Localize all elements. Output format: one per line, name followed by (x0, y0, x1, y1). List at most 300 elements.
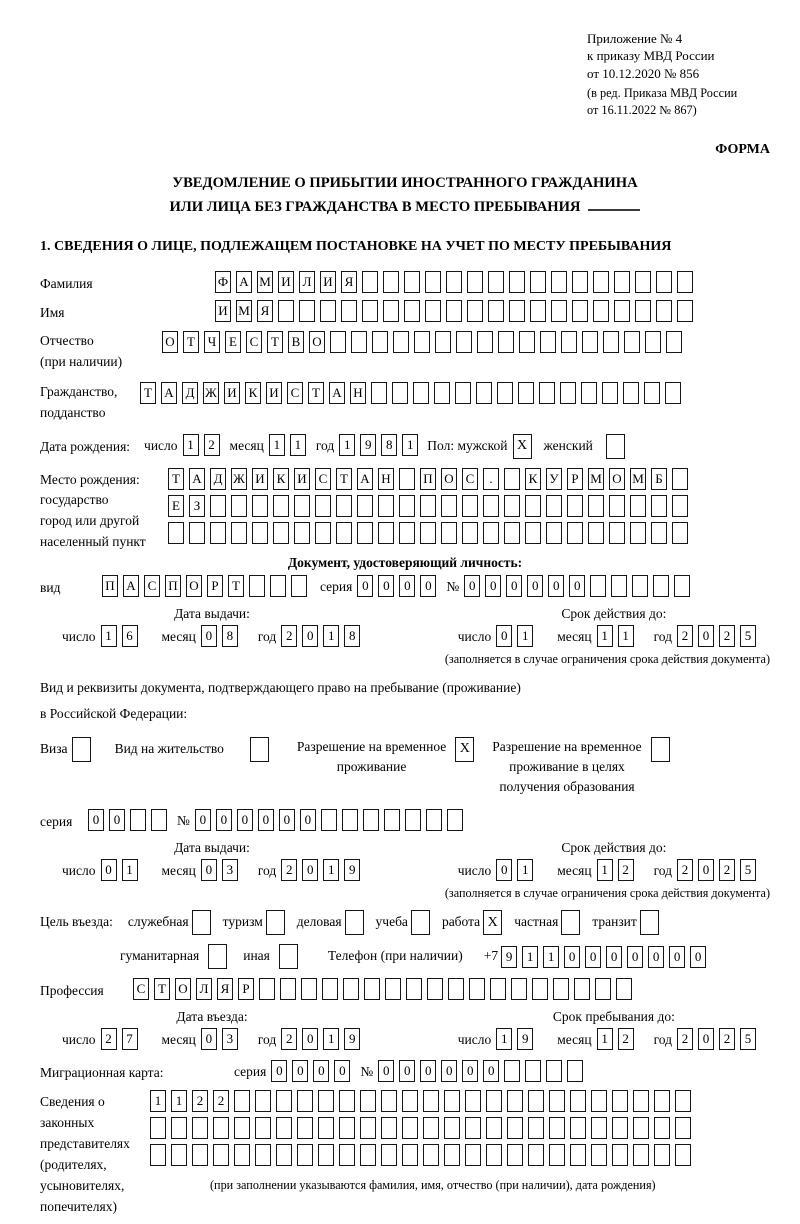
migration-number-field[interactable] (378, 1060, 583, 1082)
char-cell (294, 522, 310, 544)
surname-field[interactable] (215, 271, 693, 293)
doc-valid-day[interactable] (496, 625, 533, 647)
char-cell: М (630, 468, 646, 490)
char-cell (632, 575, 648, 597)
char-cell (399, 468, 415, 490)
char-cell: М (257, 271, 273, 293)
representatives-line2[interactable] (150, 1117, 691, 1139)
char-cell (462, 522, 478, 544)
char-cell: 0 (496, 859, 512, 881)
char-cell (623, 382, 639, 404)
doc-issue-year[interactable] (281, 625, 360, 647)
char-cell (467, 300, 483, 322)
patronymic-label: Отчество (при наличии) (40, 332, 123, 369)
char-cell: 2 (677, 625, 693, 647)
char-cell (504, 495, 520, 517)
purpose-private-checkbox[interactable] (561, 910, 580, 935)
visa-checkbox[interactable] (72, 737, 91, 762)
purpose-private-label: частная (514, 914, 559, 930)
migration-series-field[interactable] (271, 1060, 350, 1082)
char-cell (462, 495, 478, 517)
month-word: месяц (161, 629, 196, 645)
char-cell (525, 522, 541, 544)
char-cell: 2 (719, 1028, 735, 1050)
char-cell: 9 (344, 1028, 360, 1050)
birth-day-field[interactable] (183, 434, 220, 456)
char-cell (266, 910, 285, 935)
char-cell: 0 (669, 946, 685, 968)
char-cell (351, 331, 367, 353)
char-cell: М (236, 300, 252, 322)
char-cell (614, 300, 630, 322)
purpose-official-label: служебная (127, 914, 189, 930)
char-cell: 1 (150, 1090, 166, 1112)
char-cell (498, 331, 514, 353)
char-cell (509, 271, 525, 293)
char-cell: О (186, 575, 202, 597)
char-cell (192, 1117, 208, 1139)
char-cell (330, 331, 346, 353)
char-cell (630, 495, 646, 517)
section1-heading: 1. СВЕДЕНИЯ О ЛИЦЕ, ПОДЛЕЖАЩЕМ ПОСТАНОВКЕ НА УЧЕТ ПО МЕСТУ ПРЕБЫВАНИЯ (40, 238, 672, 254)
char-cell: 0 (606, 946, 622, 968)
char-cell: 0 (483, 1060, 499, 1082)
representatives-fields (150, 1090, 691, 1193)
char-cell (654, 1117, 670, 1139)
char-cell (633, 1117, 649, 1139)
char-cell: 5 (740, 625, 756, 647)
char-cell: 1 (323, 625, 339, 647)
char-cell (278, 300, 294, 322)
char-cell (259, 978, 275, 1000)
citizenship-field[interactable] (140, 382, 681, 404)
birth-date-row (40, 434, 770, 459)
sex-female-label: женский (543, 437, 593, 453)
char-cell: Д (182, 382, 198, 404)
char-cell: 0 (300, 809, 316, 831)
char-cell (279, 944, 298, 969)
char-cell: Ч (204, 331, 220, 353)
char-cell (363, 809, 379, 831)
purpose-humanitarian-label: гуманитарная (120, 948, 200, 964)
char-cell: С (462, 468, 478, 490)
char-cell (447, 809, 463, 831)
permit-number-label: № (177, 813, 190, 829)
doc-number-field[interactable] (464, 575, 690, 597)
temp-residence-label: Разрешение на временное проживание (296, 738, 447, 774)
purpose-official-checkbox[interactable] (192, 910, 211, 935)
profession-label: Профессия (40, 983, 104, 999)
char-cell: Т (140, 382, 156, 404)
char-cell: И (266, 382, 282, 404)
form-title-line1: УВЕДОМЛЕНИЕ О ПРИБЫТИИ ИНОСТРАННОГО ГРАЖДАНИНА (172, 175, 638, 192)
char-cell: 1 (323, 859, 339, 881)
day-word: число (62, 1032, 96, 1048)
name-field[interactable] (215, 300, 693, 322)
char-cell: А (189, 468, 205, 490)
entry-day[interactable] (101, 1028, 138, 1050)
char-cell (385, 978, 401, 1000)
purpose-extra-row (40, 944, 770, 969)
char-cell (488, 300, 504, 322)
char-cell (561, 331, 577, 353)
char-cell: 0 (485, 575, 501, 597)
valid-until-heading: Срок действия до: (561, 606, 667, 622)
char-cell: 9 (360, 434, 376, 456)
day-word: число (62, 863, 96, 879)
char-cell (378, 522, 394, 544)
birth-year-field[interactable] (339, 434, 418, 456)
char-cell (210, 495, 226, 517)
form-title-line2: ИЛИ ЛИЦА БЕЗ ГРАЖДАНСТВА В МЕСТО ПРЕБЫВАНИЯ (40, 196, 770, 219)
name-label: Имя (40, 304, 65, 320)
char-cell (321, 809, 337, 831)
permit-number-field[interactable] (195, 809, 463, 831)
char-cell (488, 271, 504, 293)
birthplace-line1[interactable] (168, 468, 688, 490)
char-cell: 0 (334, 1060, 350, 1082)
char-cell: 0 (627, 946, 643, 968)
representatives-row (40, 1090, 770, 1218)
char-cell (441, 495, 457, 517)
char-cell (504, 522, 520, 544)
char-cell (444, 1117, 460, 1139)
entry-year[interactable] (281, 1028, 360, 1050)
char-cell (357, 522, 373, 544)
char-cell: 2 (677, 1028, 693, 1050)
char-cell (276, 1117, 292, 1139)
char-cell (291, 575, 307, 597)
doc-issue-day[interactable] (101, 625, 138, 647)
char-cell (255, 1090, 271, 1112)
char-cell: 0 (216, 809, 232, 831)
char-cell: С (133, 978, 149, 1000)
char-cell: 1 (171, 1090, 187, 1112)
char-cell (423, 1117, 439, 1139)
char-cell: 0 (648, 946, 664, 968)
char-cell (530, 300, 546, 322)
char-cell: 1 (323, 1028, 339, 1050)
entry-dates-row (40, 1009, 770, 1050)
char-cell (574, 978, 590, 1000)
char-cell (624, 331, 640, 353)
char-cell: 0 (564, 946, 580, 968)
char-cell: 2 (204, 434, 220, 456)
validity-note: (заполняется в случае ограничения срока действия документа) (444, 652, 770, 667)
doc-valid-month[interactable] (597, 625, 634, 647)
doc-type-field[interactable] (102, 575, 307, 597)
profession-field[interactable] (133, 978, 632, 1000)
residence-permit-checkbox[interactable] (250, 737, 269, 762)
char-cell (567, 522, 583, 544)
issue-date-heading: Дата выдачи: (174, 840, 250, 856)
char-cell (551, 271, 567, 293)
permit-issue-day[interactable] (101, 859, 138, 881)
appendix-line: от 10.12.2020 № 856 (587, 65, 700, 81)
char-cell: 0 (109, 809, 125, 831)
char-cell: Т (336, 468, 352, 490)
char-cell: Д (210, 468, 226, 490)
char-cell: 0 (464, 575, 480, 597)
char-cell (392, 382, 408, 404)
char-cell: О (175, 978, 191, 1000)
char-cell (425, 300, 441, 322)
char-cell (656, 271, 672, 293)
char-cell (630, 522, 646, 544)
char-cell: 1 (496, 1028, 512, 1050)
char-cell: 0 (279, 809, 295, 831)
char-cell (551, 300, 567, 322)
purpose-business-label: деловая (296, 914, 342, 930)
char-cell (448, 978, 464, 1000)
char-cell (651, 737, 670, 762)
doc-valid-year[interactable] (677, 625, 756, 647)
char-cell (507, 1090, 523, 1112)
temp-residence-edu-checkbox[interactable] (651, 737, 670, 762)
birthplace-row (40, 468, 770, 554)
sex-male-label: Пол: мужской (427, 437, 508, 453)
surname-label: Фамилия (40, 275, 93, 291)
permit-issue-date-group (40, 840, 420, 881)
purpose-tourism-label: туризм (222, 914, 263, 930)
purpose-humanitarian-checkbox[interactable] (208, 944, 227, 969)
entry-month[interactable] (201, 1028, 238, 1050)
representatives-label: Сведения о законных представителях (родителях, усыновителях, попечителях) (40, 1094, 130, 1214)
month-word: месяц (557, 629, 592, 645)
char-cell (322, 978, 338, 1000)
char-cell (383, 300, 399, 322)
char-cell (441, 522, 457, 544)
doc-type-label: вид (40, 580, 61, 596)
char-cell (609, 495, 625, 517)
residence-permit-label: Вид на жительство (114, 740, 224, 756)
char-cell: 1 (290, 434, 306, 456)
char-cell (486, 1090, 502, 1112)
patronymic-field[interactable] (162, 331, 682, 353)
char-cell (593, 271, 609, 293)
char-cell: 1 (597, 1028, 613, 1050)
char-cell: X (455, 737, 474, 762)
year-word: год (315, 437, 335, 453)
char-cell: 0 (399, 1060, 415, 1082)
char-cell (339, 1117, 355, 1139)
purpose-transit-label: транзит (592, 914, 637, 930)
year-word: год (653, 629, 672, 645)
temp-residence-edu-label: Разрешение на временное проживание в целях получения образования (492, 738, 642, 794)
char-cell (570, 1117, 586, 1139)
char-cell (519, 331, 535, 353)
char-cell: О (309, 331, 325, 353)
char-cell (674, 575, 690, 597)
entry-date-heading: Дата въезда: (176, 1009, 248, 1025)
char-cell (602, 382, 618, 404)
char-cell (588, 522, 604, 544)
year-word: год (653, 863, 672, 879)
char-cell (654, 1090, 670, 1112)
phone-field[interactable] (501, 946, 706, 968)
char-cell (360, 1117, 376, 1139)
char-cell: 1 (339, 434, 355, 456)
forma-label: ФОРМА (715, 142, 770, 158)
char-cell (426, 809, 442, 831)
purpose-business-checkbox[interactable] (345, 910, 364, 935)
char-cell: 9 (501, 946, 517, 968)
permit-valid-day[interactable] (496, 859, 533, 881)
permit-valid-until-group (420, 840, 770, 881)
char-cell (666, 331, 682, 353)
char-cell (299, 300, 315, 322)
char-cell (490, 978, 506, 1000)
char-cell (270, 575, 286, 597)
representatives-line1[interactable] (150, 1090, 691, 1112)
birthplace-line3[interactable] (168, 522, 688, 544)
char-cell (231, 522, 247, 544)
char-cell: 0 (201, 859, 217, 881)
char-cell (192, 910, 211, 935)
char-cell: Н (378, 468, 394, 490)
char-cell (315, 522, 331, 544)
char-cell (546, 495, 562, 517)
month-word: месяц (557, 863, 592, 879)
doc-issue-month[interactable] (201, 625, 238, 647)
stay-year[interactable] (677, 1028, 756, 1050)
purpose-work-checkbox[interactable] (483, 910, 502, 935)
char-cell: 0 (698, 625, 714, 647)
patronymic-row (40, 329, 770, 373)
char-cell: Б (651, 468, 667, 490)
birth-month-field[interactable] (269, 434, 306, 456)
char-cell: Т (228, 575, 244, 597)
char-cell (653, 575, 669, 597)
char-cell: 0 (302, 859, 318, 881)
char-cell (582, 331, 598, 353)
char-cell (672, 522, 688, 544)
purpose-other-checkbox[interactable] (279, 944, 298, 969)
stay-month[interactable] (597, 1028, 634, 1050)
sex-male-checkbox[interactable] (513, 434, 532, 459)
char-cell (420, 522, 436, 544)
char-cell: К (245, 382, 261, 404)
purpose-tourism-checkbox[interactable] (266, 910, 285, 935)
sex-female-checkbox[interactable] (606, 434, 625, 459)
title-blank-line (588, 199, 640, 211)
purpose-label: Цель въезда: (40, 914, 113, 930)
char-cell (171, 1117, 187, 1139)
doc-series-field[interactable] (357, 575, 436, 597)
char-cell (651, 495, 667, 517)
name-row (40, 300, 770, 322)
char-cell (414, 331, 430, 353)
char-cell: 7 (122, 1028, 138, 1050)
char-cell (168, 522, 184, 544)
temp-residence-checkbox[interactable] (455, 737, 474, 762)
stay-day[interactable] (496, 1028, 533, 1050)
char-cell (372, 331, 388, 353)
char-cell: 2 (281, 625, 297, 647)
char-cell: 2 (677, 859, 693, 881)
char-cell (393, 331, 409, 353)
char-cell: 0 (101, 859, 117, 881)
char-cell: 2 (719, 625, 735, 647)
char-cell (130, 809, 146, 831)
char-cell: О (609, 468, 625, 490)
char-cell: 1 (183, 434, 199, 456)
char-cell (72, 737, 91, 762)
appendix-header (587, 30, 770, 118)
permit-series-field[interactable] (88, 809, 167, 831)
char-cell: 0 (420, 575, 436, 597)
permit-valid-month[interactable] (597, 859, 634, 881)
char-cell (404, 300, 420, 322)
char-cell: 2 (281, 1028, 297, 1050)
permit-issue-month[interactable] (201, 859, 238, 881)
year-word: год (653, 1032, 672, 1048)
purpose-transit-checkbox[interactable] (640, 910, 659, 935)
char-cell: А (329, 382, 345, 404)
representatives-note: (при заполнении указываются фамилия, имя, отчество (при наличии), дата рождения) (210, 1178, 656, 1193)
char-cell (635, 271, 651, 293)
char-cell (336, 522, 352, 544)
char-cell (476, 382, 492, 404)
char-cell (640, 910, 659, 935)
valid-until-heading: Срок действия до: (561, 840, 667, 856)
char-cell (675, 1090, 691, 1112)
char-cell (633, 1090, 649, 1112)
phone-prefix: +7 (483, 948, 499, 964)
char-cell (411, 910, 430, 935)
char-cell: Т (168, 468, 184, 490)
stay-until-heading: Срок пребывания до: (552, 1009, 675, 1025)
purpose-study-checkbox[interactable] (411, 910, 430, 935)
char-cell: 0 (292, 1060, 308, 1082)
appendix-line: от 16.11.2022 № 867) (587, 102, 697, 117)
permit-issue-year[interactable] (281, 859, 360, 881)
char-cell: Л (196, 978, 212, 1000)
char-cell (383, 271, 399, 293)
char-cell: Т (308, 382, 324, 404)
char-cell: 0 (698, 1028, 714, 1050)
char-cell (483, 495, 499, 517)
birthplace-line2[interactable] (168, 495, 688, 517)
char-cell: 0 (237, 809, 253, 831)
char-cell: И (320, 271, 336, 293)
char-cell (378, 495, 394, 517)
char-cell (612, 1117, 628, 1139)
char-cell (553, 978, 569, 1000)
permit-series-row (40, 809, 770, 831)
char-cell (297, 1090, 313, 1112)
month-word: месяц (161, 863, 196, 879)
migration-card-row (40, 1060, 770, 1082)
birth-date-label: Дата рождения: (40, 438, 131, 454)
char-cell (616, 978, 632, 1000)
char-cell (234, 1117, 250, 1139)
char-cell: X (513, 434, 532, 459)
char-cell (273, 495, 289, 517)
doc-dates-row (40, 606, 770, 647)
char-cell (567, 495, 583, 517)
char-cell (364, 978, 380, 1000)
char-cell (384, 809, 400, 831)
char-cell (530, 271, 546, 293)
char-cell (612, 1090, 628, 1112)
char-cell (455, 382, 471, 404)
char-cell (273, 522, 289, 544)
phone-label: Телефон (при наличии) (327, 948, 463, 964)
permit-valid-year[interactable] (677, 859, 756, 881)
char-cell (336, 495, 352, 517)
char-cell: 0 (258, 809, 274, 831)
